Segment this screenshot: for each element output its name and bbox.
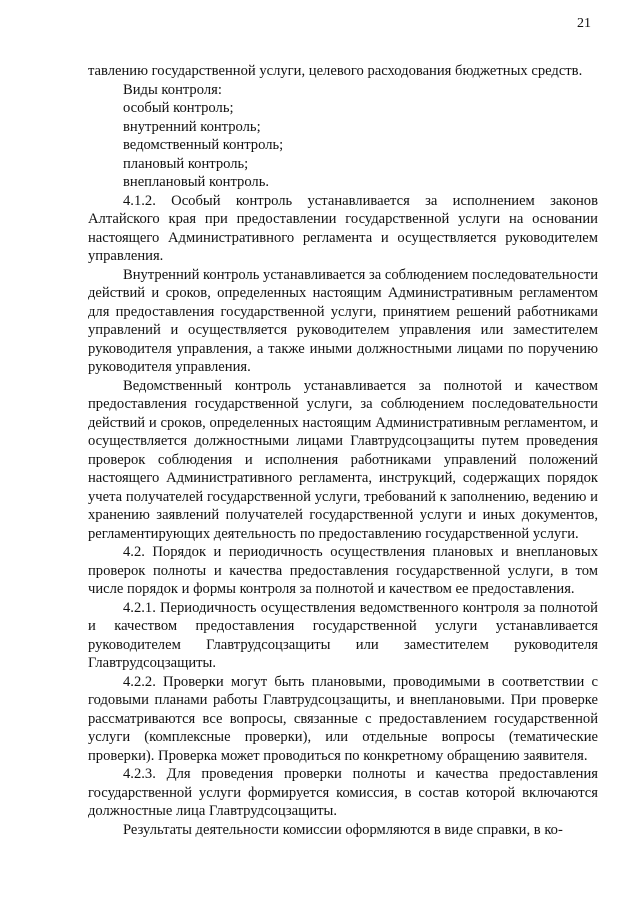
control-type-item: особый контроль; [123, 100, 234, 116]
paragraph-inspection-types: 4.2.2. Проверки могут быть плановыми, проводимыми в соответствии с годовыми планами работы Главтрудсоцзащиты, и внеплановыми. При проверке рассматриваются все вопросы, связанные с предоставлением государственной услуги (комплексные проверки), или отдельные вопросы (тематические проверки). Проверка может проводиться по конкретному обращению заявителя. [88, 673, 598, 764]
control-type-item: внутренний контроль; [123, 118, 261, 135]
page-number: 21 [577, 16, 591, 31]
document-body [88, 62, 598, 839]
paragraph-special-control: 4.1.2. Особый контроль устанавливается за исполнением законов Алтайского края при предоставлении государственной услуги на основании настоящего Административного регламента и осуществляется руководителем управления. [88, 192, 598, 264]
lead-paragraph: тавлению государственной услуги, целевого расходования бюджетных средств. [88, 63, 583, 79]
paragraph-internal-control: Внутренний контроль устанавливается за соблюдением последовательности действий и сроков, определенных настоящим Административным регламентом для предоставления государственной услуги, принятием решений работниками управлений и осуществляется руководителем управления или заместителем руководителя управления, а также иными должностными лицами по поручению руководителя управления. [88, 266, 599, 375]
paragraph-commission: 4.2.3. Для проведения проверки полноты и качества предоставления государственной услуги формируется комиссия, в состав которой включаются должностные лица Главтрудсоцзащиты. [88, 766, 598, 819]
control-type-item: плановый контроль; [123, 155, 249, 172]
control-type-item: внеплановый контроль. [123, 174, 270, 190]
control-type-item: ведомственный контроль; [123, 137, 284, 153]
paragraph-control-frequency: 4.2.1. Периодичность осуществления ведомственного контроля за полнотой и качеством предоставления государственной услуги устанавливается руководителем Главтрудсоцзащиты или заместителем руководителя Главтрудсоцзащиты. [88, 599, 598, 671]
control-types-heading: Виды контроля: [123, 81, 222, 98]
paragraph-commission-results: Результаты деятельности комиссии оформляются в виде справки, в ко- [123, 821, 563, 838]
paragraph-inspection-procedure: 4.2. Порядок и периодичность осуществления плановых и внеплановых проверок полноты и качества предоставления государственной услуги, в том числе порядок и формы контроля за полнотой и качеством ее предоставления. [88, 544, 598, 597]
paragraph-departmental-control: Ведомственный контроль устанавливается за полнотой и качеством предоставления государственной услуги, за соблюдением последовательности действий и сроков, определенных настоящим Административным регламентом, и осуществляется должностными лицами Главтрудсоцзащиты путем проведения проверок соблюдения и исполнения работниками управлений положений настоящего Административного регламента, инструкций, содержащих порядок учета получателей государственной услуги, требований к заполнению, ведению и хранению заявлений получателей государственной услуги и иных документов, регламентирующих деятельность по предоставлению государственной услуги. [88, 377, 598, 542]
